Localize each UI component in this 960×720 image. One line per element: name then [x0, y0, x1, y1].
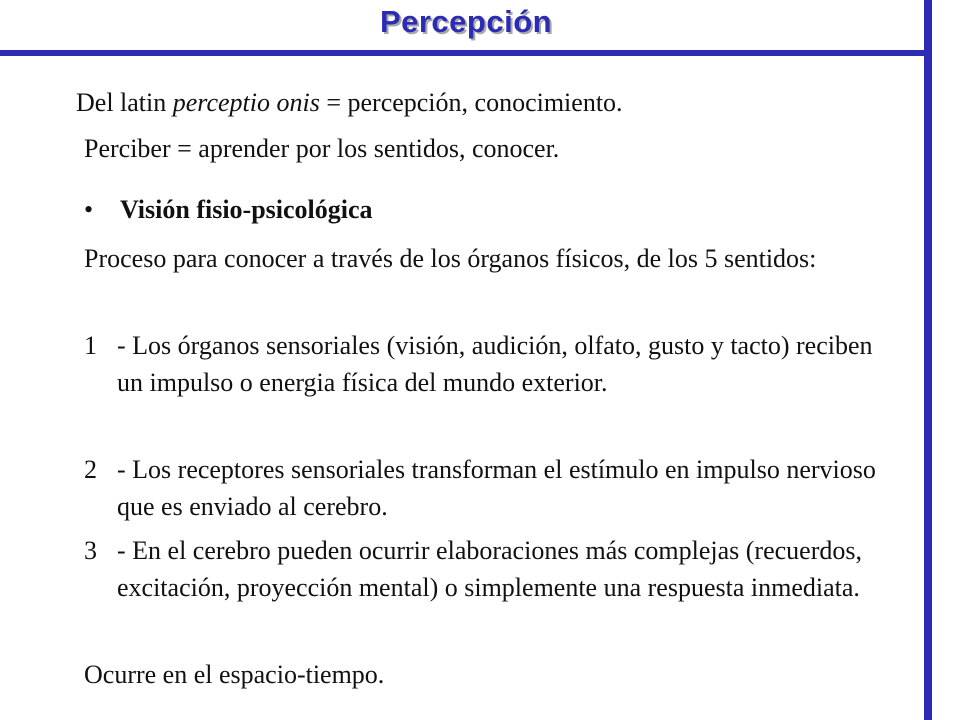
- list-item-number: 3: [84, 536, 97, 565]
- etymology-line: [76, 88, 623, 118]
- closing-statement: Ocurre en el espacio-tiempo.: [84, 660, 385, 689]
- list-item-number: 2: [84, 455, 97, 484]
- list-item-number: 1: [84, 331, 97, 360]
- list-item-text: - Los receptores sensoriales transforman el estímulo en impulso nervioso que es enviado al cerebro.: [117, 455, 876, 521]
- bullet-heading-row: [84, 195, 373, 225]
- right-vertical-rule: [924, 0, 932, 720]
- list-item-text: - En el cerebro pueden ocurrir elaboraciones más complejas (recuerdos, excitación, proyección mental) o simplemente una respuesta inmediata.: [117, 536, 862, 602]
- etymology-prefix: Del latin: [76, 88, 173, 117]
- bullet-icon: •: [84, 195, 94, 224]
- etymology-suffix: = percepción, conocimiento.: [319, 88, 623, 117]
- title-underline-rule: [0, 50, 932, 56]
- bullet-heading: Visión fisio-psicológica: [120, 195, 373, 224]
- process-paragraph: Proceso para conocer a través de los órganos físicos, de los 5 sentidos:: [84, 244, 817, 273]
- definition-line: Perciber = aprender por los sentidos, conocer.: [84, 134, 560, 163]
- latin-term: perceptio onis: [172, 88, 320, 117]
- list-item: [84, 451, 884, 525]
- slide-title: Percepción: [379, 4, 553, 39]
- list-item: [84, 532, 884, 606]
- list-item: [84, 327, 884, 401]
- list-item-text: - Los órganos sensoriales (visión, audición, olfato, gusto y tacto) reciben un impulso o energia física del mundo exterior.: [117, 331, 873, 397]
